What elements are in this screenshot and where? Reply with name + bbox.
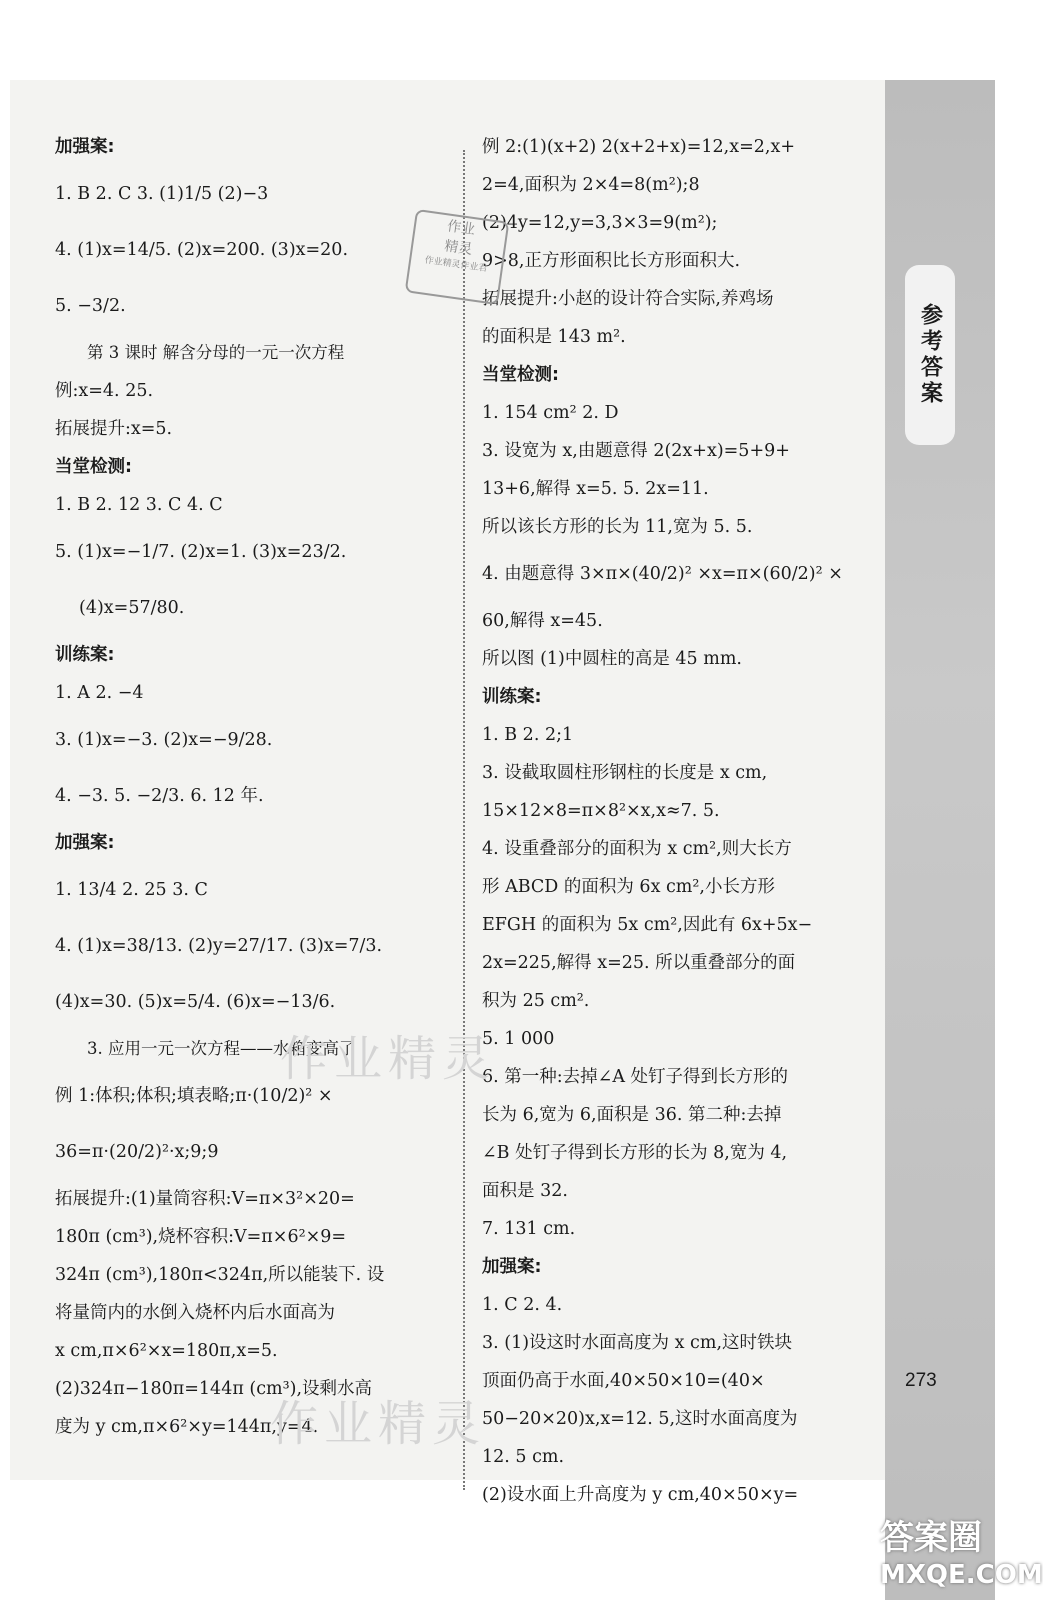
answer-line: EFGH 的面积为 5x cm²,因此有 6x+5x−	[482, 915, 813, 935]
answer-line: x cm,π×6²×x=180π,x=5.	[55, 1341, 278, 1361]
answer-line: 所以图 (1)中圆柱的高是 45 mm.	[482, 649, 742, 669]
answer-line: 1. B 2. C 3. (1)1/5 (2)−3	[55, 184, 269, 204]
answer-line: 度为 y cm,π×6²×y=144π,y=4.	[55, 1417, 319, 1437]
answer-line: 1. B 2. 12 3. C 4. C	[55, 495, 223, 515]
answer-line: 顶面仍高于水面,40×50×10=(40×	[482, 1371, 765, 1391]
answer-line: 1. 154 cm² 2. D	[482, 403, 619, 423]
answer-line: 4. (1)x=14/5. (2)x=200. (3)x=20.	[55, 240, 349, 260]
answer-line: ∠B 处钉子得到长方形的长为 8,宽为 4,	[482, 1143, 788, 1163]
answer-line: 36=π·(20/2)²·x;9;9	[55, 1142, 219, 1162]
answer-line: 2x=225,解得 x=25. 所以重叠部分的面	[482, 953, 796, 973]
answer-line: 3. (1)x=−3. (2)x=−9/28.	[55, 730, 273, 750]
text-watermark: 作业精灵	[270, 1396, 487, 1452]
left-column	[55, 128, 455, 1446]
answer-line: 6. 第一种:去掉∠A 处钉子得到长方形的	[482, 1067, 789, 1087]
column-divider	[463, 150, 465, 1490]
answer-line: 所以该长方形的长为 11,宽为 5. 5.	[482, 517, 753, 537]
answer-line: 1. B 2. 2;1	[482, 725, 574, 745]
heading-xunlian: 训练案:	[55, 645, 115, 665]
answer-line: 1. A 2. −4	[55, 683, 144, 703]
answer-line: 12. 5 cm.	[482, 1447, 565, 1467]
answer-line: 3. 设截取圆柱形钢柱的长度是 x cm,	[482, 763, 768, 783]
right-column	[482, 128, 872, 1514]
answer-line: 3. (1)设这时水面高度为 x cm,这时铁块	[482, 1333, 793, 1353]
answer-line: 180π (cm³),烧杯容积:V=π×6²×9=	[55, 1227, 347, 1247]
answer-line: 长为 6,宽为 6,面积是 36. 第二种:去掉	[482, 1105, 782, 1125]
heading-dangtang: 当堂检测:	[55, 457, 132, 477]
answer-line: 9>8,正方形面积比长方形面积大.	[482, 251, 741, 271]
answer-line: 拓展提升:(1)量筒容积:V=π×3²×20=	[55, 1189, 355, 1209]
text-watermark: 作业精灵	[280, 1031, 497, 1087]
answer-line: 4. 设重叠部分的面积为 x cm²,则大长方	[482, 839, 792, 859]
section-title: 3. 应用一元一次方程——水箱变高了	[87, 1039, 356, 1058]
heading-jiaqiang: 加强案:	[55, 137, 115, 157]
answer-line: 5. (1)x=−1/7. (2)x=1. (3)x=23/2.	[55, 542, 347, 562]
answer-line: 形 ABCD 的面积为 6x cm²,小长方形	[482, 877, 775, 897]
answer-line: 324π (cm³),180π<324π,所以能装下. 设	[55, 1265, 385, 1285]
answer-line: (2)4y=12,y=3,3×3=9(m²);	[482, 213, 718, 233]
stamp-watermark: 作业 精灵 作业精灵作业君	[405, 209, 510, 305]
answer-line: 例 2:(1)(x+2) 2(x+2+x)=12,x=2,x+	[482, 137, 796, 157]
answer-line: 2=4,面积为 2×4=8(m²);8	[482, 175, 700, 195]
answer-line: 3. 设宽为 x,由题意得 2(2x+x)=5+9+	[482, 441, 790, 461]
answer-line: 拓展提升:x=5.	[55, 419, 173, 439]
answer-line: 将量筒内的水倒入烧杯内后水面高为	[55, 1303, 335, 1323]
answer-line: 积为 25 cm².	[482, 991, 590, 1011]
answer-line: 15×12×8=π×8²×x,x≈7. 5.	[482, 801, 720, 821]
answer-line: 拓展提升:小赵的设计符合实际,养鸡场	[482, 289, 774, 309]
heading-jiaqiang: 加强案:	[55, 833, 115, 853]
answer-line: 5. −3/2.	[55, 296, 126, 316]
answer-line: 4. −3. 5. −2/3. 6. 12 年.	[55, 786, 264, 806]
answer-line: 50−20×20)x,x=12. 5,这时水面高度为	[482, 1409, 798, 1429]
answer-line: (2)324π−180π=144π (cm³),设剩水高	[55, 1379, 373, 1399]
answer-line: 1. C 2. 4.	[482, 1295, 563, 1315]
section-title: 第 3 课时 解含分母的一元一次方程	[87, 343, 345, 362]
heading-xunlian: 训练案:	[482, 687, 542, 707]
answer-line: (4)x=30. (5)x=5/4. (6)x=−13/6.	[55, 992, 336, 1012]
answer-line: 1. 13/4 2. 25 3. C	[55, 880, 208, 900]
answer-line: (4)x=57/80.	[79, 598, 185, 618]
answer-line: 7. 131 cm.	[482, 1219, 576, 1239]
answer-line: 的面积是 143 m².	[482, 327, 626, 347]
answer-line: 60,解得 x=45.	[482, 611, 603, 631]
answer-line: 13+6,解得 x=5. 5. 2x=11.	[482, 479, 709, 499]
answer-line: 5. 1 000	[482, 1029, 555, 1049]
heading-jiaqiang: 加强案:	[482, 1257, 542, 1277]
heading-dangtang: 当堂检测:	[482, 365, 559, 385]
answer-line: 例 1:体积;体积;填表略;π·(10/2)² ×	[55, 1086, 333, 1106]
answer-line: 4. 由题意得 3×π×(40/2)² ×x=π×(60/2)² ×	[482, 564, 843, 584]
page-number: 273	[905, 1370, 937, 1391]
answer-line: 例:x=4. 25.	[55, 381, 154, 401]
answer-line: 4. (1)x=38/13. (2)y=27/17. (3)x=7/3.	[55, 936, 383, 956]
answer-key-tab: 参考答案	[905, 265, 955, 445]
answer-line: (2)设水面上升高度为 y cm,40×50×y=	[482, 1485, 799, 1505]
answer-line: 面积是 32.	[482, 1181, 568, 1201]
site-url-watermark: MXQE.COM	[880, 1560, 1043, 1590]
site-logo-watermark: 答案圈	[880, 1518, 982, 1558]
